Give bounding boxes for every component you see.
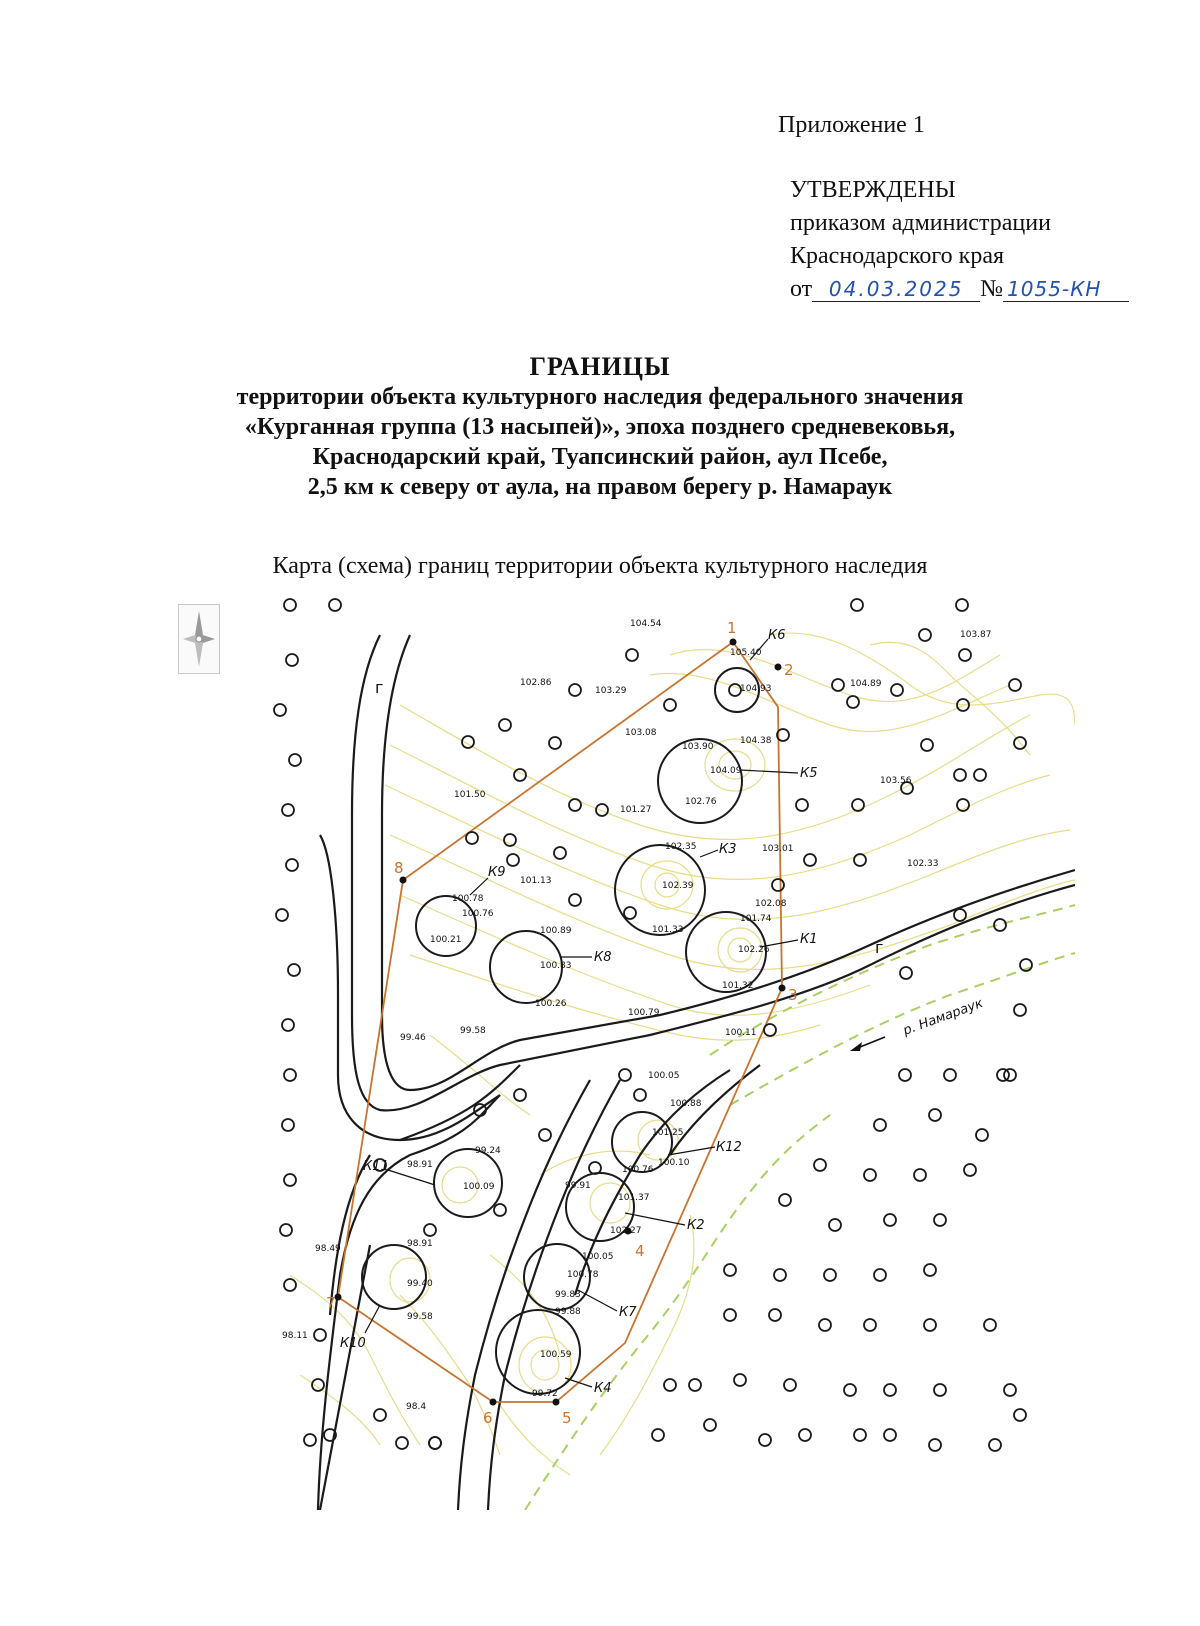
boundary-point-8 <box>400 877 407 884</box>
river-banks <box>525 905 1075 1510</box>
boundary-point-6-label: 6 <box>483 1409 493 1427</box>
map-subtitle: Карта (схема) границ территории объекта культурного наследия <box>272 553 928 579</box>
mound-elevation: 105.40 <box>730 648 762 658</box>
mound-label-k9: К9 <box>488 865 506 880</box>
contour-lines <box>290 633 1075 1475</box>
spot-elevation: 100.05 <box>648 1071 680 1081</box>
mound-elevation: 104.09 <box>710 766 742 776</box>
spot-elevation: 101.74 <box>740 914 772 924</box>
spot-elevation: 99.46 <box>400 1033 426 1043</box>
spot-elevation: 101.32 <box>722 981 754 991</box>
spot-elevation: 100.89 <box>540 926 572 936</box>
spot-elevation: 100.88 <box>670 1099 702 1109</box>
spot-elevation: 102.86 <box>520 678 552 688</box>
spot-elevation: 102.35 <box>665 842 697 852</box>
boundary-point-3-label: 3 <box>788 986 798 1004</box>
mound-elevation: 101.37 <box>618 1193 650 1203</box>
mound-label-k11: К11 <box>363 1159 389 1174</box>
boundary-map <box>170 595 1075 1510</box>
spot-elevation: 101.33 <box>652 925 684 935</box>
spot-elevation: 104.89 <box>850 679 882 689</box>
approved-title: УТВЕРЖДЕНЫ <box>790 177 956 203</box>
spot-elevation: 99.24 <box>475 1146 501 1156</box>
mound-elevation: 101.25 <box>652 1128 684 1138</box>
approval-date-line <box>790 273 1129 306</box>
spot-elevation: 99.58 <box>407 1312 433 1322</box>
spot-elevation: 98.4 <box>406 1402 427 1412</box>
boundary-point-3 <box>779 985 786 992</box>
spot-elevation: 99.88 <box>555 1307 581 1317</box>
mound-label-k3: К3 <box>719 842 737 857</box>
spot-elevation: 104.38 <box>740 736 772 746</box>
spot-elevation: 98.49 <box>315 1244 341 1254</box>
mound-label-k2: К2 <box>687 1218 705 1233</box>
spot-elevation: 99.83 <box>555 1290 581 1300</box>
mound-elevation: 100.59 <box>540 1350 572 1360</box>
mound-label-k6: К6 <box>768 628 786 643</box>
mound-label-k4: К4 <box>594 1381 612 1396</box>
boundary-point-4-label: 4 <box>635 1242 645 1260</box>
mound-label-k8: К8 <box>594 950 612 965</box>
spot-elevation: 100.21 <box>430 935 462 945</box>
road-label-east: г <box>875 938 884 957</box>
boundary-point-5-label: 5 <box>562 1409 572 1427</box>
spot-elevation: 99.91 <box>565 1181 591 1191</box>
title-line-1: территории объекта культурного наследия федерального значения <box>236 384 964 410</box>
spot-elevation: 103.90 <box>682 742 714 752</box>
boundary-point-1-label: 1 <box>727 619 737 637</box>
spot-elevation: 101.13 <box>520 876 552 886</box>
spot-elevation: 103.87 <box>960 630 992 640</box>
spot-elevations <box>282 619 992 1412</box>
spot-elevation: 101.50 <box>454 790 486 800</box>
mound-elevation: 100.09 <box>463 1182 495 1192</box>
document-title <box>0 352 1200 502</box>
mound-elevation: 100.83 <box>540 961 572 971</box>
spot-elevation: 99.58 <box>460 1026 486 1036</box>
approval-block <box>790 174 1129 306</box>
approved-line-2: приказом администрации <box>790 210 1051 236</box>
mound-elevation: 102.39 <box>662 881 694 891</box>
number-prefix: № <box>980 276 1004 302</box>
boundary-point-7-label: 7 <box>326 1294 336 1312</box>
approval-number: 1055-КН <box>1003 277 1129 302</box>
spot-elevation: 100.26 <box>535 999 567 1009</box>
spot-elevation: 102.27 <box>610 1226 642 1236</box>
territory-boundary <box>338 642 782 1402</box>
boundary-point-2-label: 2 <box>784 661 794 679</box>
spot-elevation: 100.11 <box>725 1028 757 1038</box>
spot-elevation: 100.10 <box>658 1158 690 1168</box>
mound-label-k5: К5 <box>800 766 818 781</box>
mound-label-k10: К10 <box>340 1336 366 1351</box>
title-line-3: Краснодарский край, Туапсинский район, аул Псебе, <box>312 444 888 470</box>
title-line-2: «Курганная группа (13 насыпей)», эпоха позднего средневековья, <box>244 414 956 440</box>
boundary-point-8-label: 8 <box>394 859 404 877</box>
spot-elevation: 102.33 <box>907 859 939 869</box>
title-line-4: 2,5 км к северу от аула, на правом берегу р. Намараук <box>307 474 893 500</box>
river-label-group <box>850 996 985 1051</box>
approval-date: 04.03.2025 <box>812 277 980 302</box>
spot-elevation: 100.05 <box>582 1252 614 1262</box>
spot-elevation: 104.54 <box>630 619 662 629</box>
spot-elevation: 103.08 <box>625 728 657 738</box>
spot-elevation: 100.78 <box>452 894 484 904</box>
mound-elevation: 102.26 <box>738 945 770 955</box>
spot-elevation: 101.27 <box>620 805 652 815</box>
mound-label-k12: К12 <box>716 1140 742 1155</box>
spot-elevation: 103.01 <box>762 844 794 854</box>
mound-label-k1: К1 <box>800 932 818 947</box>
date-prefix: от <box>790 276 813 302</box>
spot-elevation: 103.29 <box>595 686 627 696</box>
mound-label-k7: К7 <box>619 1305 637 1320</box>
spot-elevation: 102.76 <box>685 797 717 807</box>
spot-elevation: 99.72 <box>532 1389 558 1399</box>
spot-elevation: 100.76 <box>622 1165 654 1175</box>
mound-elevation: 100.78 <box>567 1270 599 1280</box>
boundary-point-6 <box>490 1399 497 1406</box>
mound-elevation: 100.76 <box>462 909 494 919</box>
spot-elevation: 104.93 <box>740 684 772 694</box>
spot-elevation: 98.91 <box>407 1160 433 1170</box>
spot-elevation: 100.79 <box>628 1008 660 1018</box>
boundary-point-7 <box>335 1294 342 1301</box>
spot-elevation: 102.08 <box>755 899 787 909</box>
annex-label: Приложение 1 <box>778 112 925 138</box>
spot-elevation: 98.11 <box>282 1331 308 1341</box>
spot-elevation: 103.56 <box>880 776 912 786</box>
boundary-point-1 <box>730 639 737 646</box>
mound-elevation: 99.40 <box>407 1279 433 1289</box>
approved-line-3: Краснодарского края <box>790 243 1005 269</box>
river-label: р. Намараук <box>901 996 986 1039</box>
spot-elevation: 98.91 <box>407 1239 433 1249</box>
road-label-north: г <box>375 678 384 697</box>
title-main: ГРАНИЦЫ <box>529 352 671 381</box>
boundary-point-2 <box>775 664 782 671</box>
boundary-point-5 <box>553 1399 560 1406</box>
